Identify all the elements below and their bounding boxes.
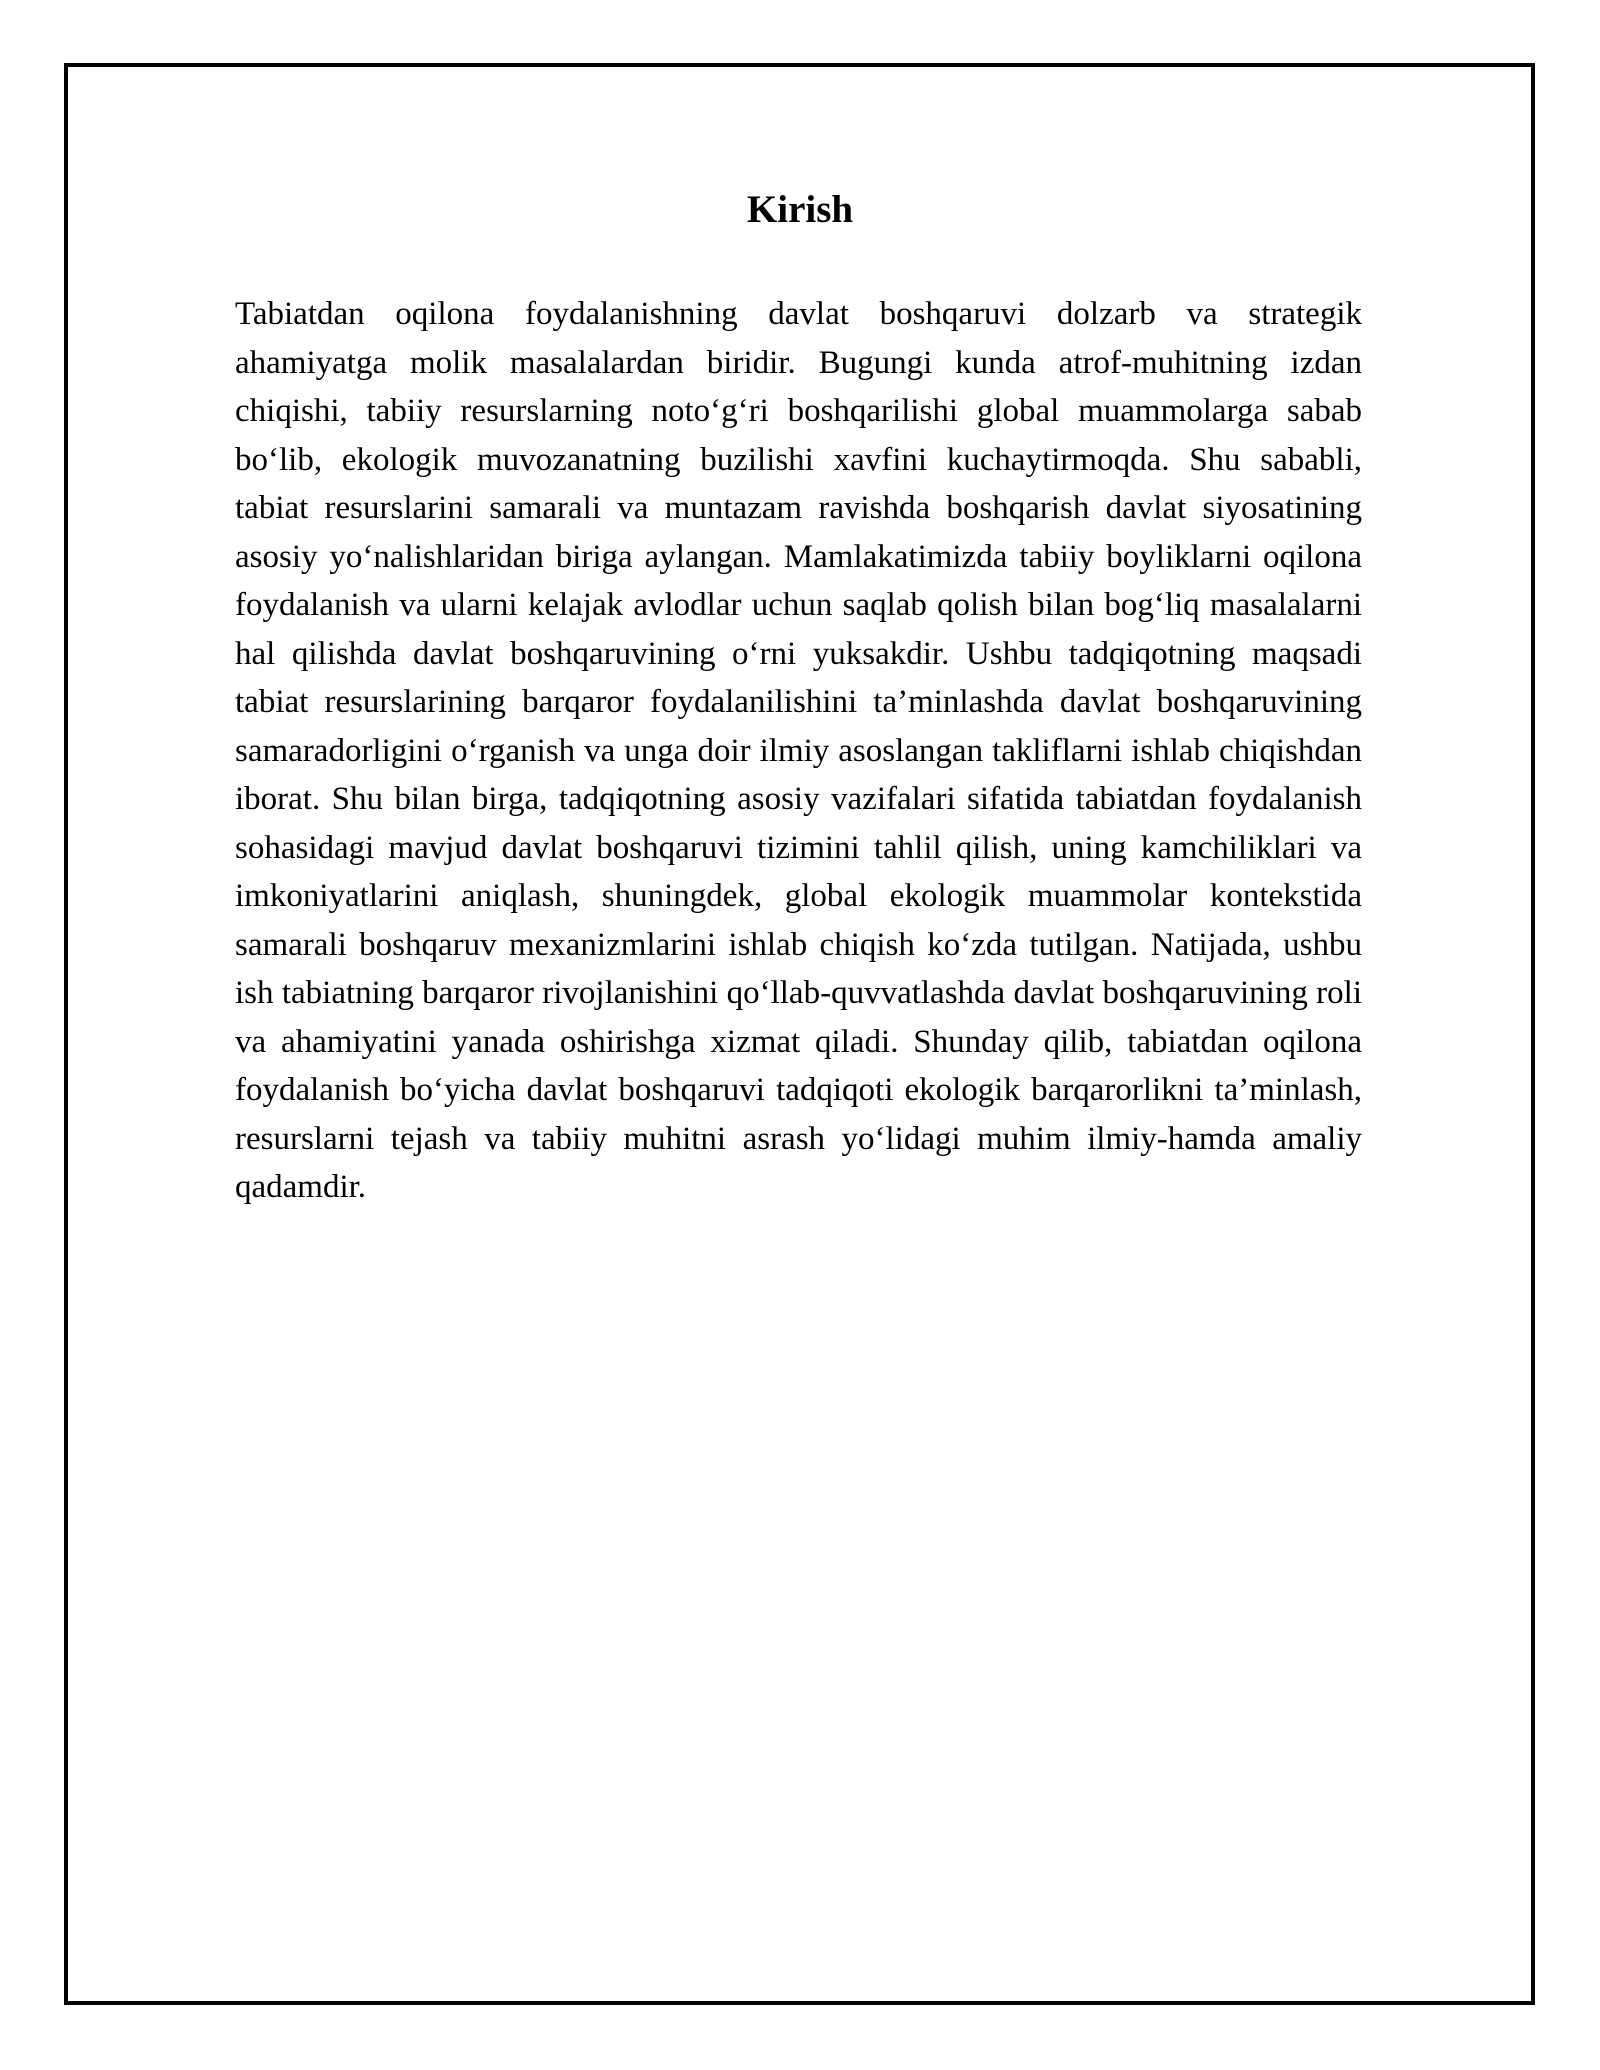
body-paragraph: Tabiatdan oqilona foydalanishning davlat boshqaruvi dolzarb va strategik ahamiyatga molik masalalardan biridir. Bugungi kunda atrof-muhitning izdan chiqishi, tabiiy resurslarning noto‘g‘ri boshqarilishi global muammolarga sabab bo‘lib, ekologik muvozanatning buzilishi xavfini kuchaytirmoqda. Shu sababli, tabiat resurslarini samarali va muntazam ravishda boshqarish davlat siyosatining asosiy yo‘nalishlaridan biriga aylangan. Mamlakatimizda tabiiy boyliklarni oqilona foydalanish va ularni kelajak avlodlar uchun saqlab qolish bilan bog‘liq masalalarni hal qilishda davlat boshqaruvining o‘rni yuksakdir. Ushbu tadqiqotning maqsadi tabiat resurslarining barqaror foydalanilishini ta’minlashda davlat boshqaruvining samaradorligini o‘rganish va unga doir ilmiy asoslangan takliflarni ishlab chiqishdan iborat. Shu bilan birga, tadqiqotning asosiy vazifalari sifatida tabiatdan foydalanish sohasidagi mavjud davlat boshqaruvi tizimini tahlil qilish, uning kamchiliklari va imkoniyatlarini aniqlash, shuningdek, global ekologik muammolar kontekstida samarali boshqaruv mexanizmlarini ishlab chiqish ko‘zda tutilgan. Natijada, ushbu ish tabiatning barqaror rivojlanishini qo‘llab-quvvatlashda davlat boshqaruvining roli va ahamiyatini yanada oshirishga xizmat qiladi. Shunday qilib, tabiatdan oqilona foydalanish bo‘yicha davlat boshqaruvi tadqiqoti ekologik barqarorlikni ta’minlash, resurslarni tejash va tabiiy muhitni asrash yo‘lidagi muhim ilmiy-hamda amaliy qadamdir. — [235, 296, 1362, 1205]
page-title: Kirish — [746, 188, 854, 231]
